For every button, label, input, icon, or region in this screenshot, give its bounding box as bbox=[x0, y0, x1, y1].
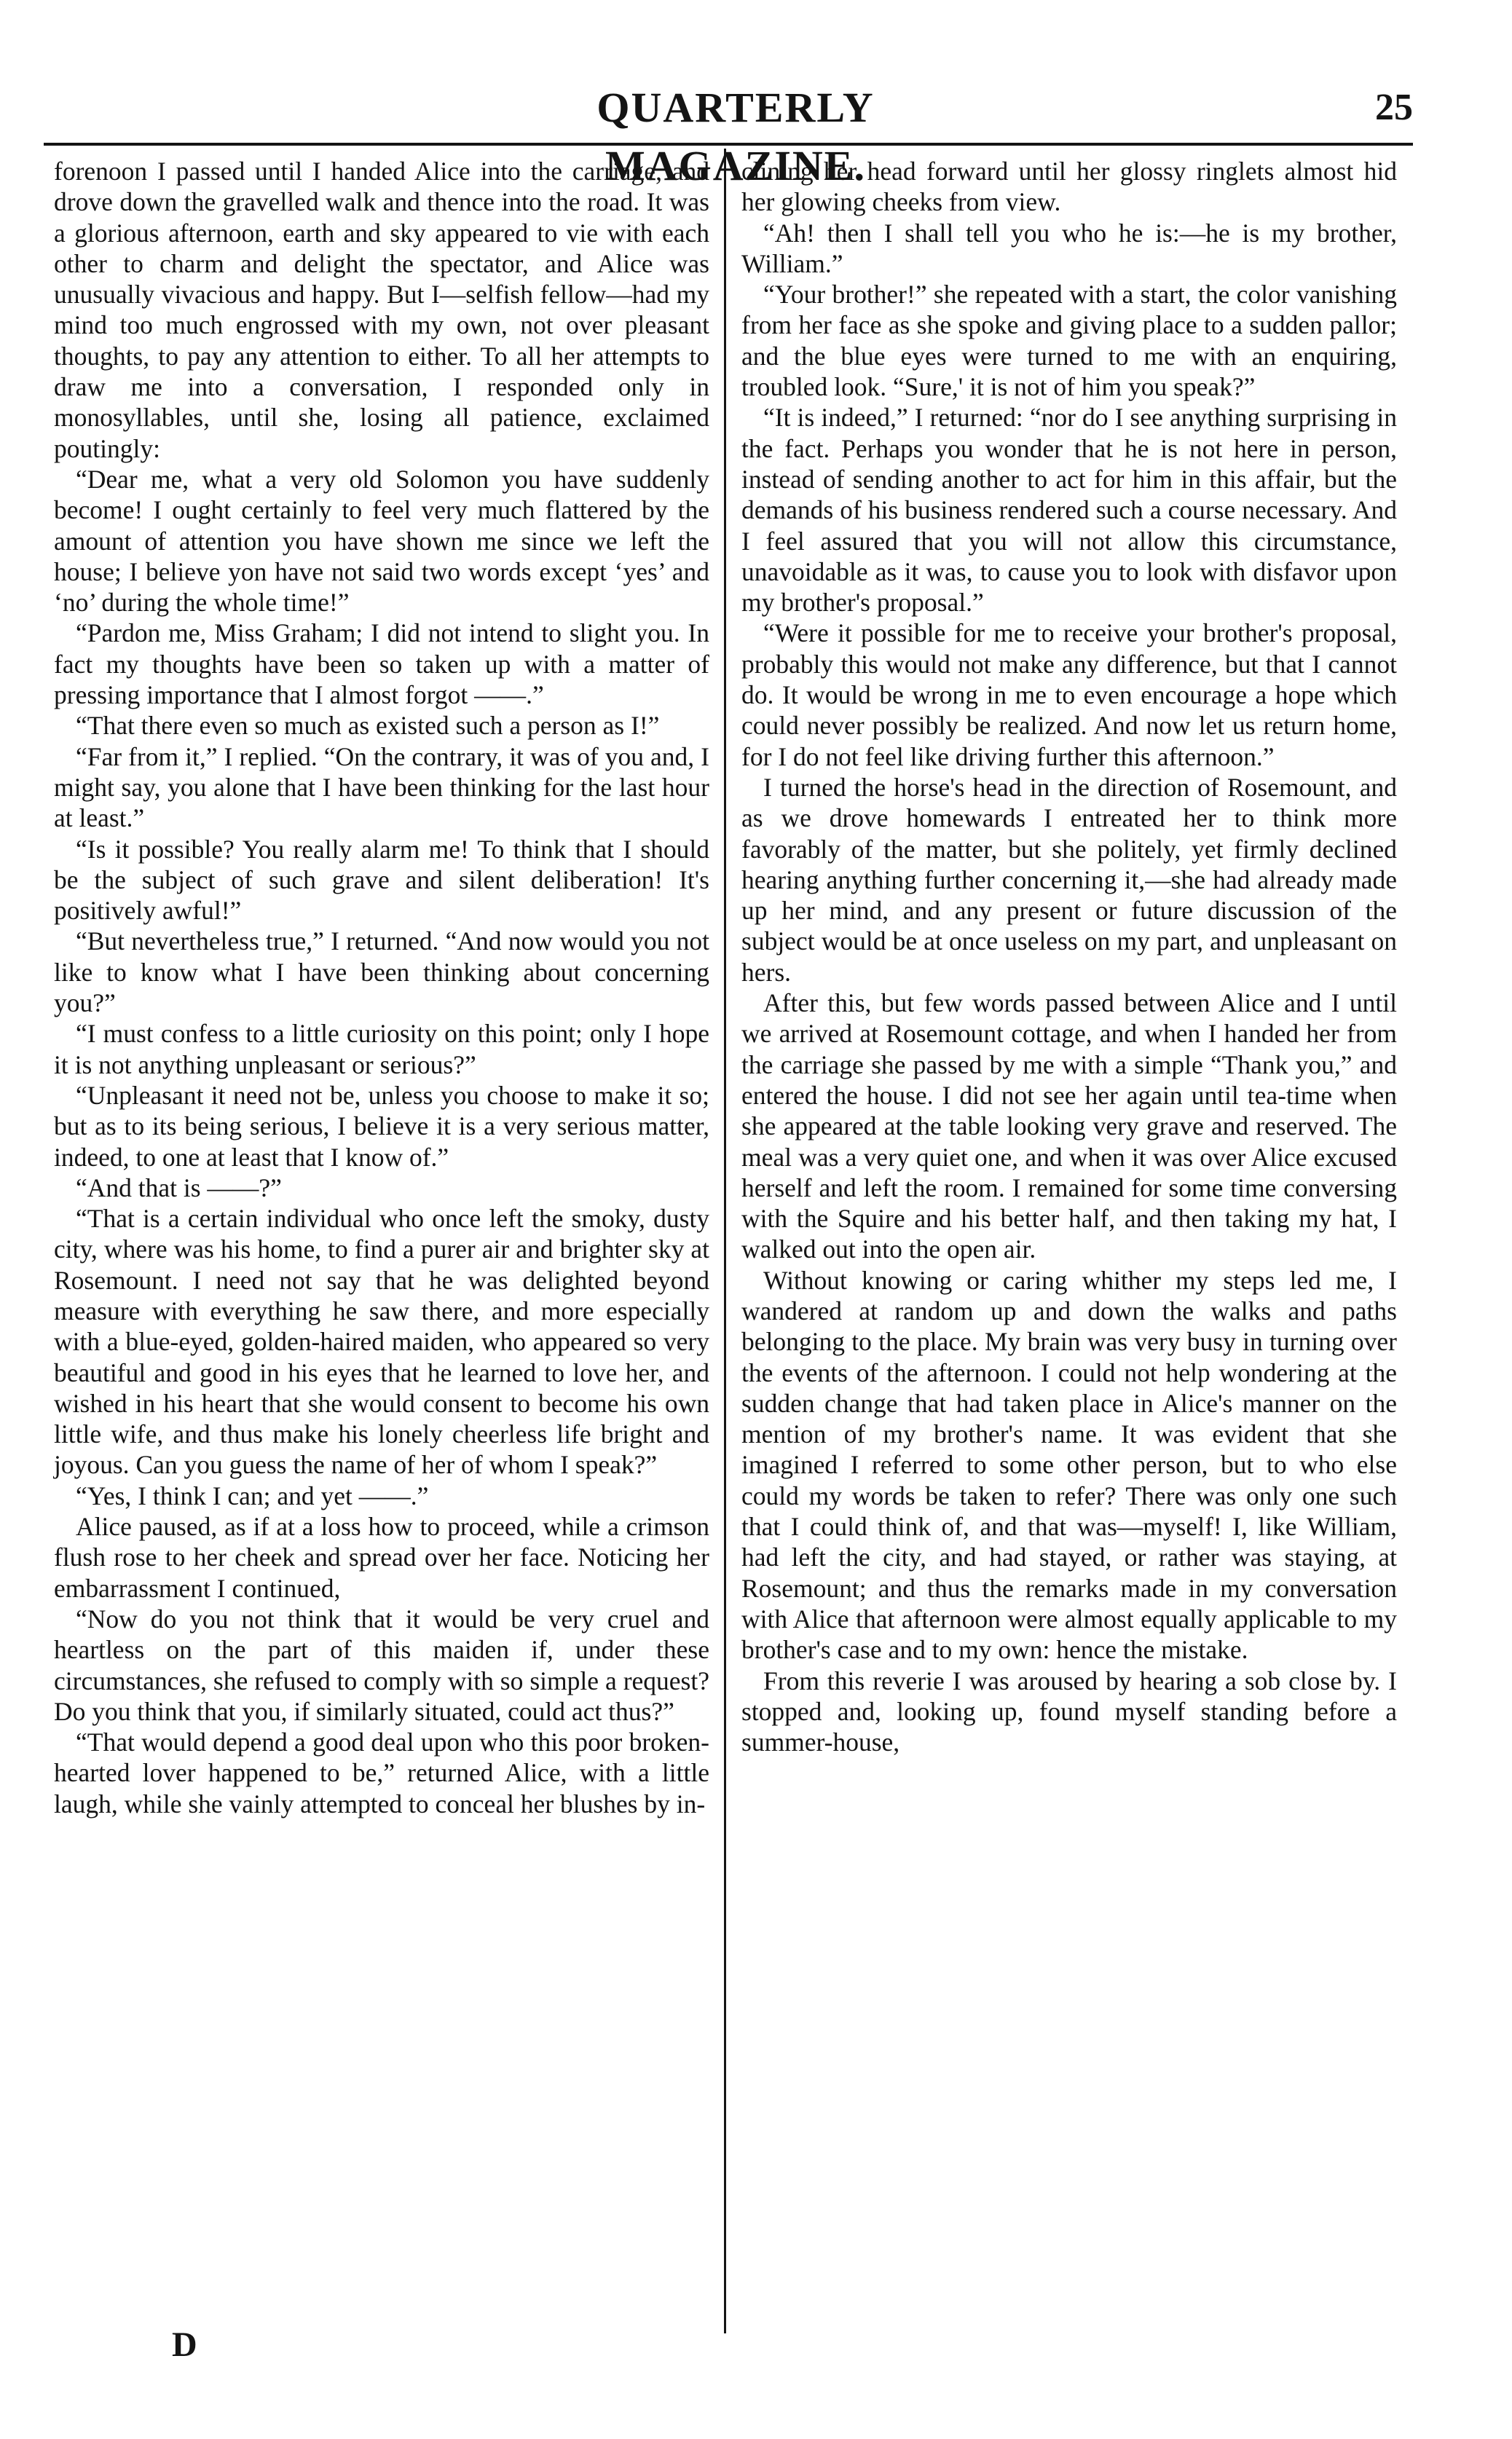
paragraph: “Unpleasant it need not be, unless you choose to make it so; but as to its being serious, I believe it is a very serious matter, indeed, to one at least that I know of.” bbox=[54, 1080, 709, 1172]
paragraph: “Your brother!” she repeated with a start, the color vanishing from her face as she spoke and giving place to a sudden pallor; and the blue eyes were turned to me with an enquiring, troubled look. “Sure,' it is not of him you speak?” bbox=[741, 280, 1397, 402]
paragraph: “Far from it,” I replied. “On the contrary, it was of you and, I might say, you alone that I have been thinking for the last hour at least.” bbox=[54, 741, 709, 833]
right-column bbox=[741, 156, 1397, 1757]
paragraph: “That there even so much as existed such a person as I!” bbox=[76, 711, 660, 741]
paragraph: “Yes, I think I can; and yet ——.” bbox=[76, 1481, 429, 1510]
column-divider bbox=[724, 149, 726, 2333]
paragraph: “Pardon me, Miss Graham; I did not intend to slight you. In fact my thoughts have been so taken up with a matter of pressing importance that I almost forgot ——.” bbox=[54, 618, 709, 710]
paragraph: I turned the horse's head in the direction of Rosemount, and as we drove homewards I entreated her to think more favorably of the matter, but she politely, yet firmly declined hearing anything further concerning it,—she had already made up her mind, and any present or future discussion of the subject would be at once useless on my part, and unpleasant on hers. bbox=[741, 772, 1397, 987]
paragraph: “But nevertheless true,” I returned. “And now would you not like to know what I have been thinking about concerning you?” bbox=[54, 926, 709, 1018]
paragraph: “Were it possible for me to receive your brother's proposal, probably this would not make any difference, but that I cannot do. It would be wrong in me to even encourage a hope which could never possibly be realized. And now let us return home, for I do not feel like driving further this afternoon.” bbox=[741, 618, 1397, 771]
paragraph: “Is it possible? You really alarm me! To think that I should be the subject of such grave and silent deliberation! It's positively awful!” bbox=[54, 834, 709, 926]
paragraph: “Dear me, what a very old Solomon you have suddenly become! I ought certainly to feel very much flattered by the amount of attention you have shown me since we left the house; I believe yon have not said two words except ‘yes’ and ‘no’ during the whole time!” bbox=[54, 464, 709, 618]
signature-mark: D bbox=[172, 2325, 197, 2364]
paragraph: “That would depend a good deal upon who this poor broken-hearted lover happened to be,” returned Alice, with a little laugh, while she vainly attempted to conceal her blushes by in- bbox=[54, 1727, 709, 1819]
paragraph: Without knowing or caring whither my steps led me, I wandered at random up and down the walks and paths belonging to the place. My brain was very busy in turning over the events of the afternoon. I could not help wondering at the sudden change that had taken place in Alice's manner on the mention of my brother's name. It was evident that she imagined I referred to some other person, but to who else could my words be taken to refer? There was only one such that I could think of, and that was—myself! I, like William, had left the city, and had stayed, or rather was staying, at Rosemount; and thus the remarks made in my conversation with Alice that afternoon were almost equally applicable to my brother's case and to my own: hence the mistake. bbox=[741, 1265, 1397, 1665]
page-number: 25 bbox=[1375, 87, 1413, 128]
paragraph: forenoon I passed until I handed Alice into the carriage, and drove down the gravelled walk and thence into the road. It was a glorious afternoon, earth and sky appeared to vie with each other to charm and delight the spectator, and Alice was unusually vivacious and happy. But I—selfish fellow—had my mind too much engrossed with my own, not over pleasant thoughts, to pay any attention to either. To all her attempts to draw me into a conversation, I responded only in monosyllables, until she, losing all patience, exclaimed poutingly: bbox=[54, 157, 709, 463]
paragraph: “And that is ——?” bbox=[76, 1173, 282, 1202]
header-rule bbox=[44, 143, 1413, 146]
left-column bbox=[54, 156, 709, 1819]
paragraph: clining her head forward until her glossy ringlets almost hid her glowing cheeks from view. bbox=[741, 157, 1397, 217]
paragraph: “I must confess to a little curiosity on this point; only I hope it is not anything unpleasant or serious?” bbox=[54, 1019, 709, 1079]
paragraph: Alice paused, as if at a loss how to proceed, while a crimson flush rose to her cheek and spread over her face. Noticing her embarrassment I continued, bbox=[54, 1512, 709, 1603]
paragraph: From this reverie I was aroused by hearing a sob close by. I stopped and, looking up, found myself standing before a summer-house, bbox=[741, 1666, 1397, 1757]
paragraph: “Ah! then I shall tell you who he is:—he is my brother, William.” bbox=[741, 218, 1397, 278]
running-title: QUARTERLY MAGAZINE. bbox=[596, 84, 875, 189]
paragraph: “That is a certain individual who once left the smoky, dusty city, where was his home, to find a purer air and brighter sky at Rosemount. I need not say that he was delighted beyond measure with everything he saw there, and more especially with a blue-eyed, golden-haired maiden, who appeared so very beautiful and good in his eyes that he learned to love her, and wished in his heart that she would consent to become his own little wife, and thus make his lonely cheerless life bright and joyous. Can you guess the name of her of whom I speak?” bbox=[54, 1204, 709, 1480]
paragraph: “It is indeed,” I returned: “nor do I see anything surprising in the fact. Perhaps you wonder that he is not here in person, instead of sending another to act for him in this affair, but the demands of his business rendered such a course necessary. And I feel assured that you will not allow this circumstance, unavoidable as it was, to cause you to look with disfavor upon my brother's proposal.” bbox=[741, 403, 1397, 618]
paragraph: “Now do you not think that it would be very cruel and heartless on the part of this maiden if, under these circumstances, she refused to comply with so simple a request? Do you think that you, if similarly situated, could act thus?” bbox=[54, 1604, 709, 1726]
paragraph: After this, but few words passed between Alice and I until we arrived at Rosemount cottage, and when I handed her from the carriage she passed by me with a simple “Thank you,” and entered the house. I did not see her again until tea-time when she appeared at the table looking very grave and reserved. The meal was a very quiet one, and when it was over Alice excused herself and left the room. I remained for some time conversing with the Squire and his better half, and then taking my hat, I walked out into the open air. bbox=[741, 988, 1397, 1264]
